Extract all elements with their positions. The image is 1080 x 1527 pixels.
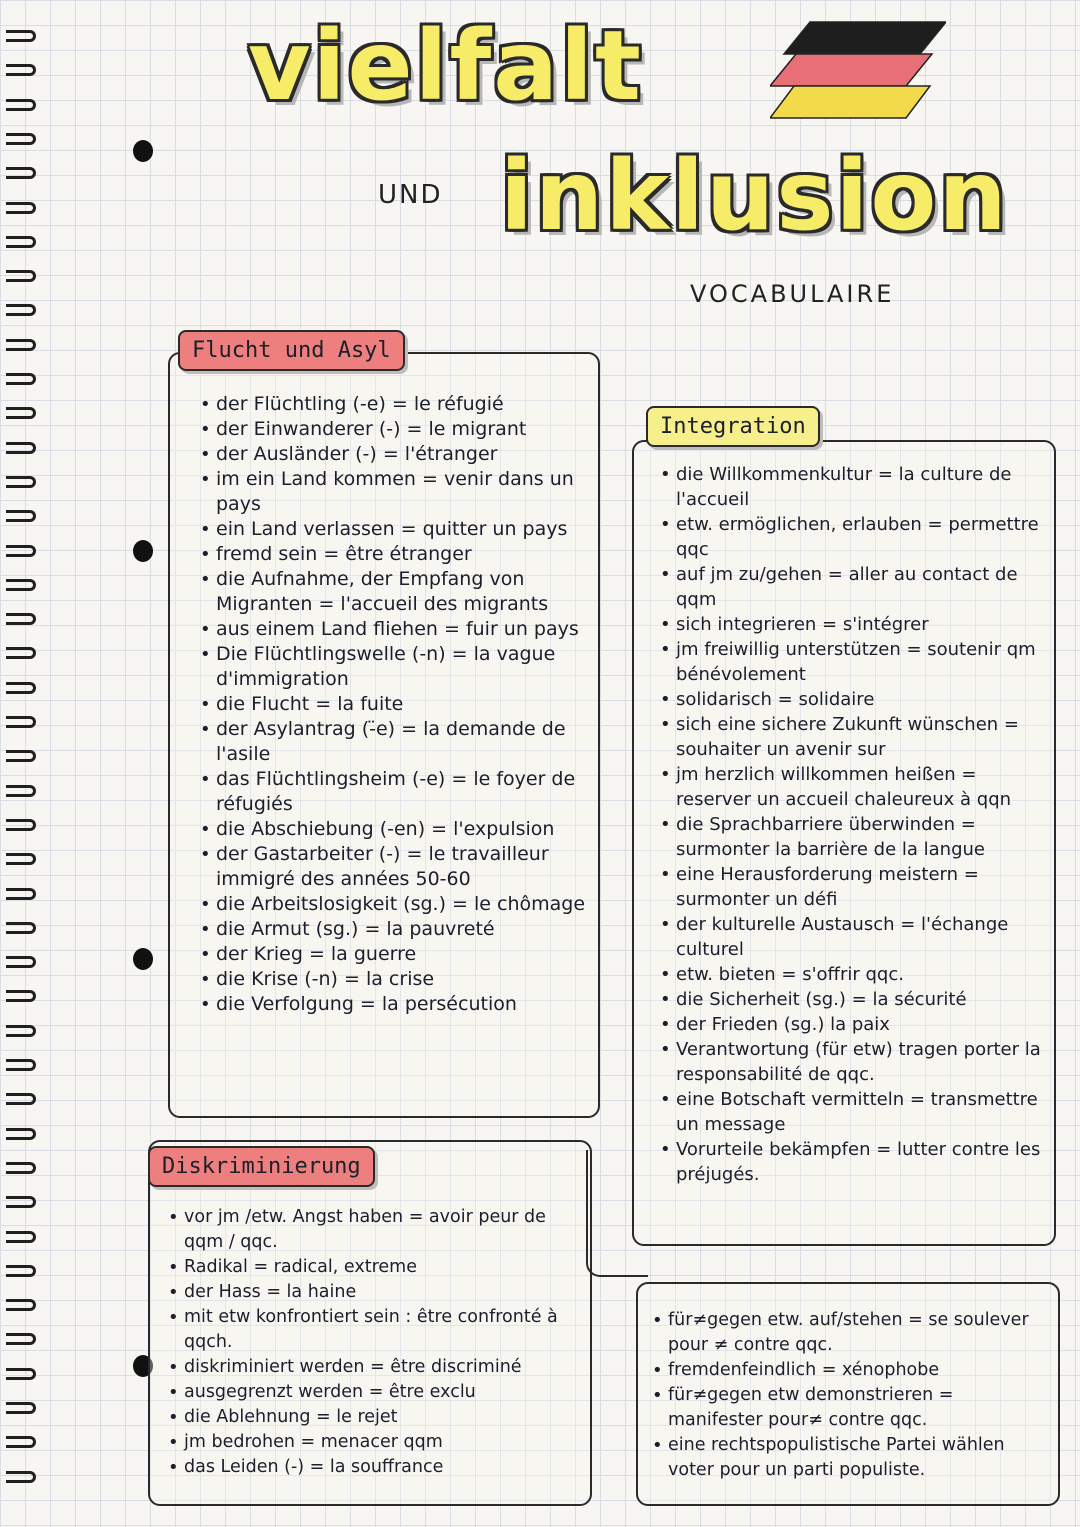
spiral-ring — [6, 1093, 36, 1105]
spiral-ring — [6, 476, 36, 488]
list-item: • der Flüchtling (-e) = le réfugié — [200, 392, 595, 417]
list-item: • der Gastarbeiter (-) = le travailleur immigré des années 50-60 — [200, 842, 595, 892]
spiral-ring — [6, 510, 36, 522]
punch-hole — [133, 948, 153, 970]
list-item: • der Ausländer (-) = l'étranger — [200, 442, 595, 467]
list-item: • im ein Land kommen = venir dans un pays — [200, 467, 595, 517]
spiral-ring — [6, 1436, 36, 1448]
spiral-ring — [6, 922, 36, 934]
german-flag-icon — [770, 20, 946, 120]
list-item: • der Hass = la haine — [168, 1280, 586, 1305]
extra-vocab-list — [652, 1308, 1052, 1483]
spiral-ring — [6, 647, 36, 659]
list-item: • die Willkommenkultur = la culture de l'accueil — [660, 462, 1055, 512]
list-item: • mit etw konfrontiert sein : être confronté à qqch. — [168, 1305, 586, 1355]
list-item: • die Verfolgung = la persécution — [200, 992, 595, 1017]
spiral-ring — [6, 442, 36, 454]
list-item: • die Ablehnung = le rejet — [168, 1405, 586, 1430]
spiral-ring — [6, 99, 36, 111]
section-title-diskriminierung: Diskriminierung — [148, 1146, 375, 1187]
list-item: • Verantwortung (für etw) tragen porter la responsabilité de qqc. — [660, 1037, 1055, 1087]
list-item: • die Sicherheit (sg.) = la sécurité — [660, 987, 1055, 1012]
title-connector: UND — [378, 180, 443, 210]
list-item: • sich eine sichere Zukunft wünschen = souhaiter un avenir sur — [660, 712, 1055, 762]
spiral-ring — [6, 236, 36, 248]
page-subtitle: VOCABULAIRE — [690, 280, 895, 308]
list-item: • der Frieden (sg.) la paix — [660, 1012, 1055, 1037]
spiral-ring — [6, 1231, 36, 1243]
list-item: • etw. ermöglichen, erlauben = permettre qqc — [660, 512, 1055, 562]
section-title-flucht: Flucht und Asyl — [178, 330, 405, 371]
spiral-ring — [6, 1128, 36, 1140]
list-item: • das Leiden (-) = la souffrance — [168, 1455, 586, 1480]
spiral-ring — [6, 1299, 36, 1311]
spiral-ring — [6, 133, 36, 145]
spiral-ring — [6, 750, 36, 762]
spiral-ring — [6, 30, 36, 42]
spiral-ring — [6, 853, 36, 865]
list-item: • der Einwanderer (-) = le migrant — [200, 417, 595, 442]
spiral-ring — [6, 1162, 36, 1174]
title-word-vielfalt: vielfalt — [248, 10, 643, 122]
list-item: • solidarisch = solidaire — [660, 687, 1055, 712]
connector-line — [586, 1150, 648, 1277]
list-item: • das Flüchtlingsheim (-e) = le foyer de réfugiés — [200, 767, 595, 817]
spiral-ring — [6, 990, 36, 1002]
list-item: • Die Flüchtlingswelle (-n) = la vague d'immigration — [200, 642, 595, 692]
spiral-ring — [6, 64, 36, 76]
list-item: • diskriminiert werden = être discriminé — [168, 1355, 586, 1380]
punch-hole — [133, 540, 153, 562]
spiral-ring — [6, 819, 36, 831]
list-item: • Radikal = radical, extreme — [168, 1255, 586, 1280]
flucht-vocab-list — [200, 392, 595, 1017]
spiral-ring — [6, 1059, 36, 1071]
spiral-ring — [6, 888, 36, 900]
diskriminierung-vocab-list — [168, 1205, 586, 1480]
list-item: • für≠gegen etw. auf/stehen = se soulever pour ≠ contre qqc. — [652, 1308, 1052, 1358]
list-item: • der Krieg = la guerre — [200, 942, 595, 967]
list-item: • etw. bieten = s'offrir qqc. — [660, 962, 1055, 987]
spiral-ring — [6, 1265, 36, 1277]
spiral-ring — [6, 373, 36, 385]
list-item: • auf jm zu/gehen = aller au contact de qqm — [660, 562, 1055, 612]
list-item: • der kulturelle Austausch = l'échange culturel — [660, 912, 1055, 962]
list-item: • die Flucht = la fuite — [200, 692, 595, 717]
list-item: • eine Botschaft vermitteln = transmettre un message — [660, 1087, 1055, 1137]
list-item: • vor jm /etw. Angst haben = avoir peur de qqm / qqc. — [168, 1205, 586, 1255]
list-item: • aus einem Land fliehen = fuir un pays — [200, 617, 595, 642]
spiral-ring — [6, 270, 36, 282]
spiral-ring — [6, 785, 36, 797]
spiral-ring — [6, 682, 36, 694]
spiral-ring — [6, 304, 36, 316]
list-item: • die Sprachbarriere überwinden = surmonter la barrière de la langue — [660, 812, 1055, 862]
list-item: • jm bedrohen = menacer qqm — [168, 1430, 586, 1455]
spiral-binding — [0, 30, 42, 1510]
list-item: • sich integrieren = s'intégrer — [660, 612, 1055, 637]
spiral-ring — [6, 1402, 36, 1414]
spiral-ring — [6, 339, 36, 351]
list-item: • jm herzlich willkommen heißen = reserver un accueil chaleureux à qqn — [660, 762, 1055, 812]
integration-vocab-list — [660, 462, 1055, 1187]
title-word-inklusion: inklusion — [500, 140, 1009, 252]
spiral-ring — [6, 202, 36, 214]
list-item: • eine rechtspopulistische Partei wählen voter pour un parti populiste. — [652, 1433, 1052, 1483]
list-item: • die Krise (-n) = la crise — [200, 967, 595, 992]
section-title-integration: Integration — [646, 406, 820, 447]
list-item: • fremdenfeindlich = xénophobe — [652, 1358, 1052, 1383]
list-item: • die Armut (sg.) = la pauvreté — [200, 917, 595, 942]
list-item: • eine Herausforderung meistern = surmonter un défi — [660, 862, 1055, 912]
spiral-ring — [6, 1333, 36, 1345]
list-item: • die Arbeitslosigkeit (sg.) = le chômage — [200, 892, 595, 917]
list-item: • fremd sein = être étranger — [200, 542, 595, 567]
list-item: • für≠gegen etw demonstrieren = manifester pour≠ contre qqc. — [652, 1383, 1052, 1433]
list-item: • ein Land verlassen = quitter un pays — [200, 517, 595, 542]
spiral-ring — [6, 956, 36, 968]
spiral-ring — [6, 613, 36, 625]
spiral-ring — [6, 1368, 36, 1380]
list-item: • die Aufnahme, der Empfang von Migranten = l'accueil des migrants — [200, 567, 595, 617]
spiral-ring — [6, 579, 36, 591]
list-item: • jm freiwillig unterstützen = soutenir qm bénévolement — [660, 637, 1055, 687]
punch-hole — [133, 140, 153, 162]
list-item: • der Asylantrag (-̈e) = la demande de l'asile — [200, 717, 595, 767]
spiral-ring — [6, 716, 36, 728]
list-item: • die Abschiebung (-en) = l'expulsion — [200, 817, 595, 842]
spiral-ring — [6, 407, 36, 419]
spiral-ring — [6, 167, 36, 179]
spiral-ring — [6, 1196, 36, 1208]
spiral-ring — [6, 1025, 36, 1037]
spiral-ring — [6, 545, 36, 557]
spiral-ring — [6, 1471, 36, 1483]
list-item: • ausgegrenzt werden = être exclu — [168, 1380, 586, 1405]
list-item: • Vorurteile bekämpfen = lutter contre les préjugés. — [660, 1137, 1055, 1187]
